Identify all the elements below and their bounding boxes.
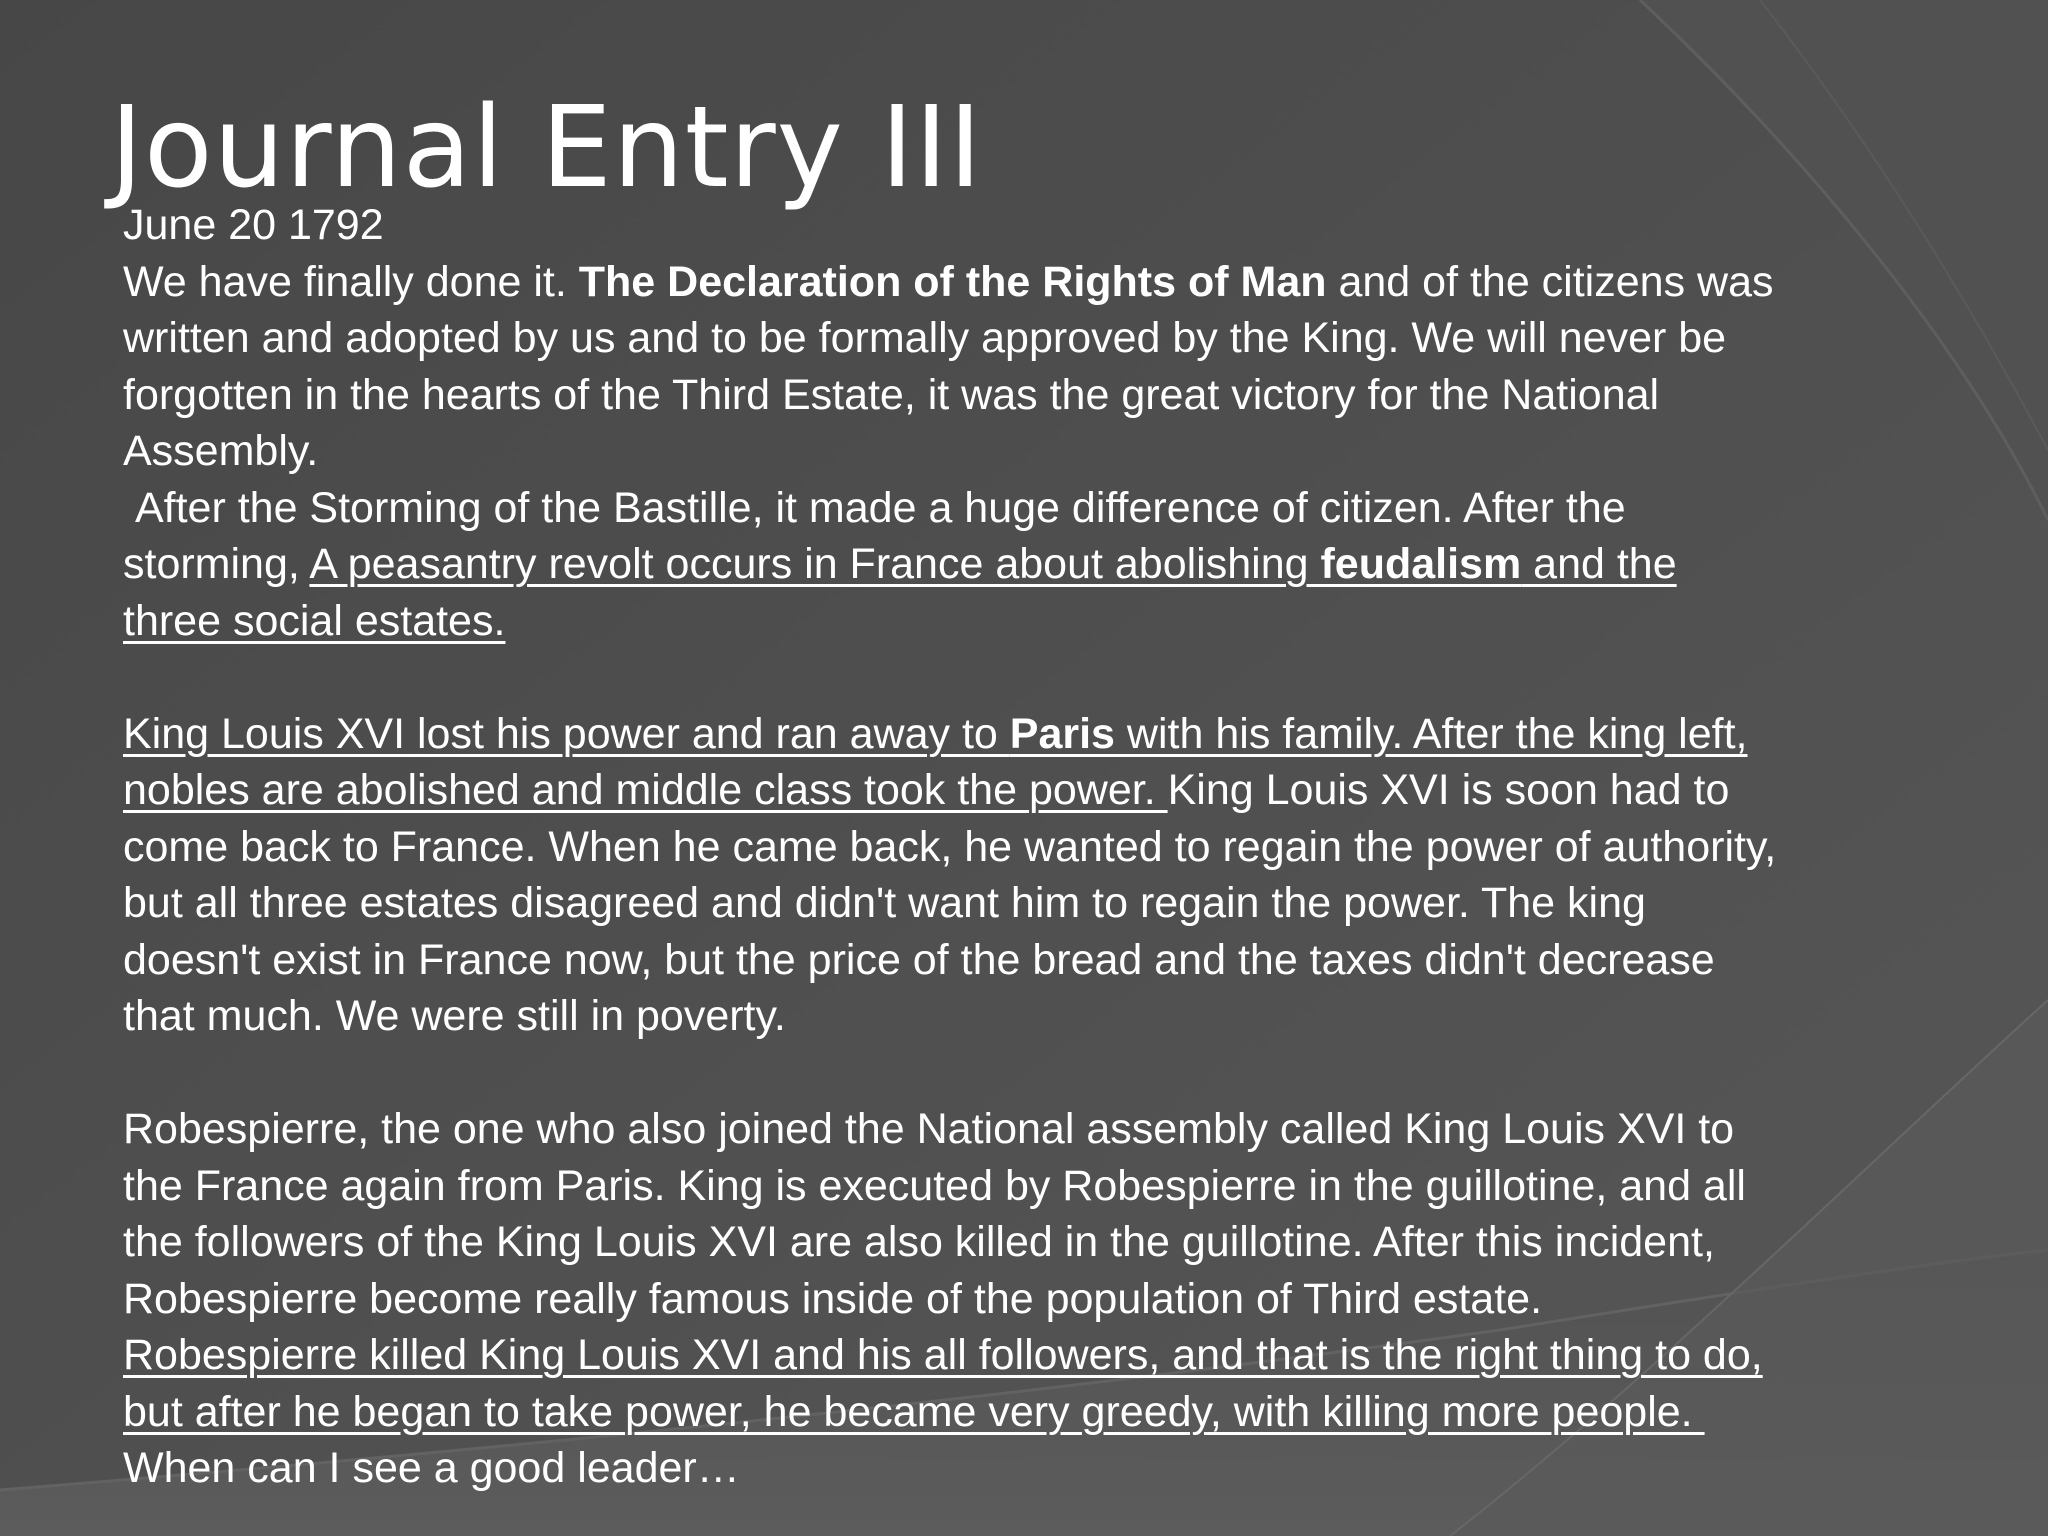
underlined-phrase <box>309 540 1676 588</box>
bold-phrase-feudalism: feudalism <box>1320 540 1522 588</box>
text-run: King Louis XVI is soon had to <box>1167 766 1730 814</box>
paragraph-1-line-2: written and adopted by us and to be formally approved by the King. We will never be <box>123 314 1727 362</box>
slide-title: Journal Entry III <box>110 83 983 213</box>
paragraph-3-line-6: that much. We were still in poverty. <box>123 992 786 1040</box>
paragraph-4-line-2: the France again from Paris. King is executed by Robespierre in the guillotine, and all <box>123 1161 1746 1210</box>
text-run: and of the citizens was <box>1326 257 1774 306</box>
paragraph-4-line-1: Robespierre, the one who also joined the National assembly called King Louis XVI to <box>123 1105 1735 1153</box>
blank-line <box>123 649 1953 706</box>
text-run: After the Storming of the Bastille, it made a huge difference of citizen. After the <box>134 483 1626 532</box>
text-run: and the <box>1521 540 1677 588</box>
underlined-phrase: Robespierre killed King Louis XVI and his all followers, and that is the right thing to do, <box>123 1331 1763 1379</box>
paragraph-3-line-3: come back to France. When he came back, he wanted to regain the power of authority, <box>123 822 1777 871</box>
paragraph-2-line-3 <box>123 593 1953 650</box>
text-run: storming, <box>123 540 310 588</box>
paragraph-4-line-6 <box>123 1384 1953 1441</box>
paragraph-2-line-1 <box>123 480 1953 537</box>
underlined-phrase <box>123 710 1748 758</box>
paragraph-1-line-3: forgotten in the hearts of the Third Estate, it was the great victory for the National <box>123 370 1660 419</box>
paragraph-3-line-5: doesn't exist in France now, but the price of the bread and the taxes didn't decrease <box>123 935 1715 984</box>
paragraph-1-line-4: Assembly. <box>123 427 319 475</box>
underlined-phrase: three social estates. <box>123 596 506 645</box>
underlined-phrase: but after he began to take power, he became very greedy, with killing more people. <box>123 1387 1705 1436</box>
paragraph-4-line-4: Robespierre become really famous inside of the population of Third estate. <box>123 1274 1543 1323</box>
journal-date: June 20 1792 <box>123 201 384 249</box>
paragraph-4-line-3: the followers of the King Louis XVI are also killed in the guillotine. After this incident, <box>123 1218 1715 1266</box>
paragraph-4-line-5 <box>123 1327 1953 1384</box>
text-run: We have finally done it. <box>123 257 579 306</box>
underlined-phrase: nobles are abolished and middle class took the power. <box>123 766 1168 814</box>
text-run: A peasantry revolt occurs in France about abolishing <box>309 540 1321 588</box>
blank-line <box>123 1045 1953 1102</box>
paragraph-3-line-2 <box>123 762 1953 819</box>
paragraph-3-line-1 <box>123 706 1953 763</box>
paragraph-3-line-4: but all three estates disagreed and didn't want him to regain the power. The king <box>123 879 1646 927</box>
bold-phrase-paris: Paris <box>1009 709 1115 758</box>
paragraph-1-line-1 <box>123 254 1953 311</box>
paragraph-2-line-2 <box>123 536 1953 593</box>
paragraph-4-line-7: When can I see a good leader… <box>123 1444 740 1492</box>
text-run: King Louis XVI lost his power and ran away to <box>123 709 1010 758</box>
bold-phrase-declaration: The Declaration of the Rights of Man <box>578 257 1327 306</box>
text-run: with his family. After the king left, <box>1114 709 1748 758</box>
journal-body <box>123 197 1953 1497</box>
